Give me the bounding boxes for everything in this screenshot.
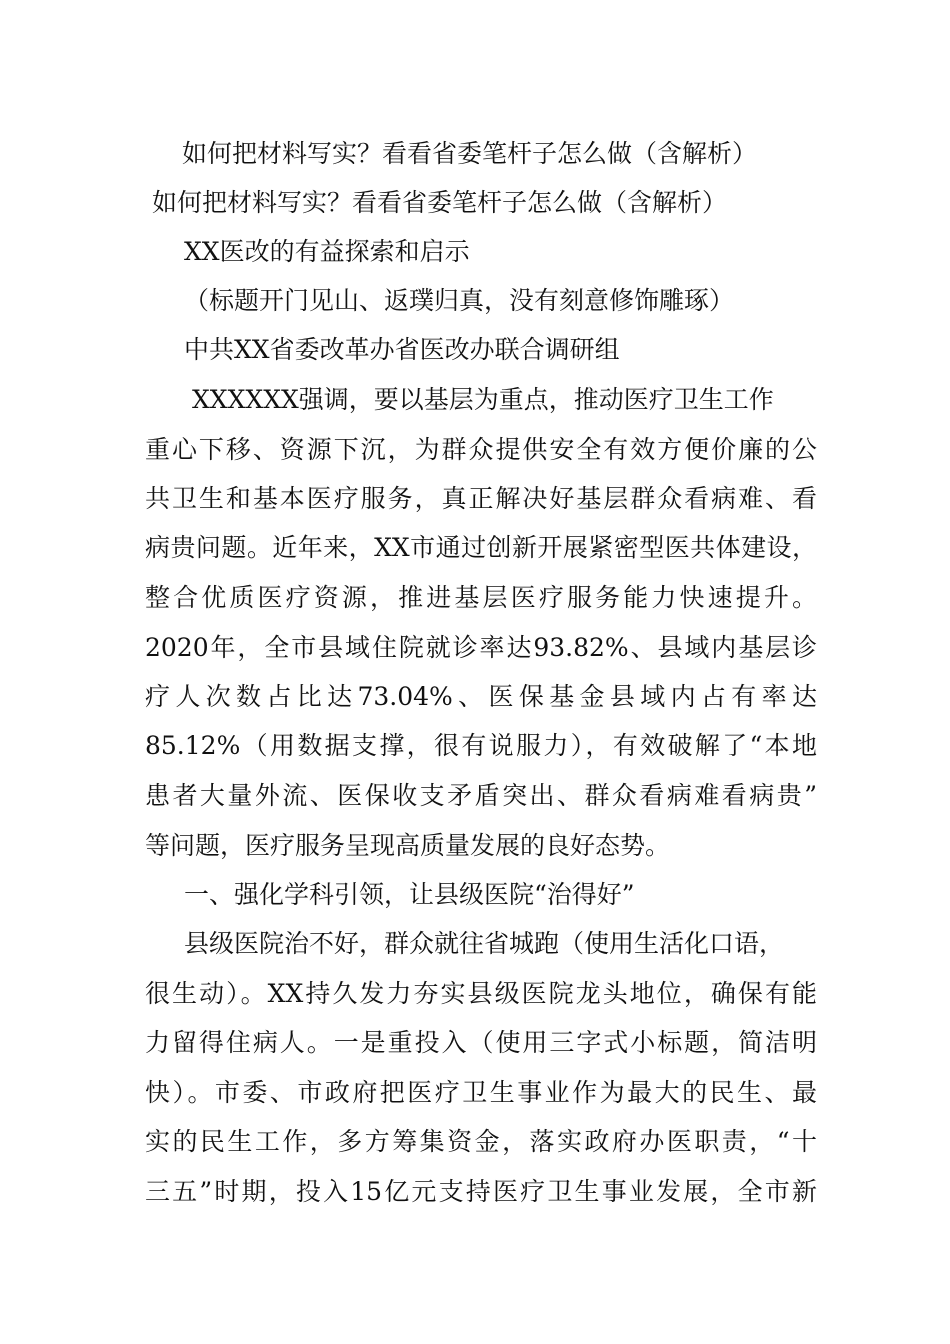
section-line-3: 力留得住病人。一是重投入（使用三字式小标题，简洁明 — [145, 1028, 817, 1057]
section-heading: 一、强化学科引领，让县级医院“治得好” — [184, 880, 635, 909]
intro-line-5: 整合优质医疗资源，推进基层医疗服务能力快速提升。 — [145, 583, 817, 612]
title-note: （标题开门见山、返璞归真，没有刻意修饰雕琢） — [184, 286, 735, 315]
title-line-1: 如何把材料写实？看看省委笔杆子怎么做（含解析） — [182, 139, 758, 168]
section-line-5: 实的民生工作，多方筹集资金，落实政府办医职责，“十 — [145, 1127, 817, 1156]
intro-line-2: 重心下移、资源下沉，为群众提供安全有效方便价廉的公 — [145, 435, 817, 464]
article-title: XX医改的有益探索和启示 — [184, 237, 470, 266]
intro-line-4: 病贵问题。近年来，XX市通过创新开展紧密型医共体建设， — [145, 533, 817, 562]
section-line-2: 很生动）。XX持久发力夯实县级医院龙头地位，确保有能 — [145, 979, 817, 1008]
section-line-6: 三五”时期，投入15亿元支持医疗卫生事业发展，全市新 — [145, 1177, 817, 1206]
title-line-2: 如何把材料写实？看看省委笔杆子怎么做（含解析） — [152, 188, 728, 217]
author-line: 中共XX省委改革办省医改办联合调研组 — [184, 335, 620, 364]
intro-line-3: 共卫生和基本医疗服务，真正解决好基层群众看病难、看 — [145, 484, 817, 513]
intro-line-7: 疗人次数占比达73.04%、医保基金县域内占有率达 — [145, 682, 817, 711]
intro-line-10: 等问题，医疗服务呈现高质量发展的良好态势。 — [145, 831, 671, 860]
intro-line-8: 85.12%（用数据支撑，很有说服力），有效破解了“本地 — [145, 731, 817, 760]
intro-line-1: XXXXXX强调，要以基层为重点，推动医疗卫生工作 — [192, 385, 774, 414]
intro-line-9: 患者大量外流、医保收支矛盾突出、群众看病难看病贵” — [145, 781, 817, 810]
section-line-1: 县级医院治不好，群众就往省城跑（使用生活化口语， — [184, 929, 785, 958]
section-line-4: 快）。市委、市政府把医疗卫生事业作为最大的民生、最 — [145, 1078, 817, 1107]
intro-line-6: 2020年，全市县域住院就诊率达93.82%、县域内基层诊 — [145, 633, 817, 662]
